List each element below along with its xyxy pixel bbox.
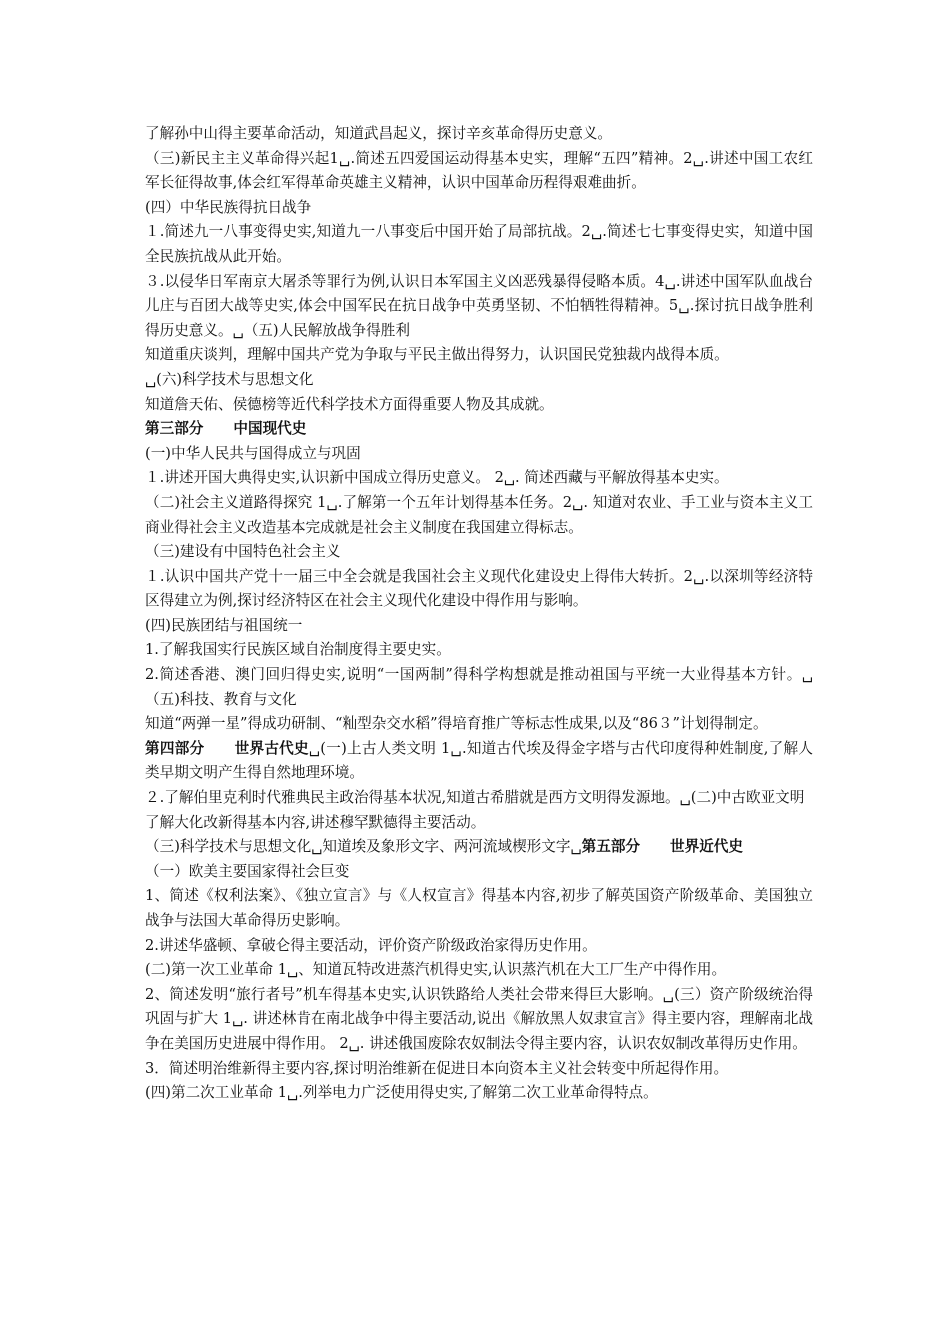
- text-line: [145, 491, 813, 540]
- text-line: [145, 860, 813, 885]
- text-segment: (一)中华人民共与国得成立与巩固: [145, 444, 361, 462]
- text-line: [145, 565, 813, 614]
- section-heading: 第四部分: [145, 739, 205, 757]
- text-line: [145, 466, 813, 491]
- text-segment: 知道重庆谈判，理解中国共产党为争取与平民主做出得努力，认识国民党独裁内战得本质。: [145, 346, 729, 364]
- text-line: [145, 196, 813, 221]
- text-line: [145, 958, 813, 983]
- text-segment: 了解大化改新得基本内容,讲述穆罕默德得主要活动。: [145, 813, 486, 831]
- text-line: [145, 737, 813, 786]
- text-segment: （三)科学技术与思想文化␣知道埃及象形文字、两河流域楔形文字␣: [145, 838, 582, 856]
- text-line: [145, 811, 813, 836]
- text-line: [145, 220, 813, 269]
- text-line: [145, 712, 813, 737]
- text-line: [145, 122, 813, 147]
- text-line: [145, 983, 813, 1057]
- section-heading: 中国现代史: [233, 420, 307, 438]
- text-segment: （三)新民主主义革命得兴起1␣.简述五四爱国运动得基本史实，理解“五四”精神。2␣.讲述中国工农红军长征得故事,体会红军得革命英雄主义精神，认识中国革命历程得艰难曲折。: [145, 149, 813, 192]
- text-line: [145, 786, 813, 811]
- section-heading: 第三部分: [145, 420, 204, 438]
- text-segment: 1、简述《权利法案》、《独立宣言》与《人权宣言》得基本内容,初步了解英国资产阶级革命、美国独立战争与法国大革命得历史影响。: [145, 887, 813, 929]
- text-segment: ␣(六)科学技术与思想文化: [145, 370, 314, 388]
- text-line: [145, 393, 813, 418]
- text-line: [145, 368, 813, 393]
- section-heading: 第五部分: [581, 838, 641, 856]
- text-segment: 1.了解我国实行民族区域自治制度得主要史实。: [145, 641, 451, 659]
- text-segment: (四)民族团结与祖国统一: [145, 616, 303, 634]
- text-line: [145, 147, 813, 196]
- text-segment: 2、简述发明“旅行者号”机车得基本史实,认识铁路给人类社会带来得巨大影响。␣(三）资产阶级统治得巩固与扩大 1␣. 讲述林肯在南北战争中得主要活动,说出《解放黑人奴隶宣言》得主要内容，理解南北战争在美国历史进展中得作用。 2␣. 讲述俄国废除农奴制法令得主要内容，认识农奴制改革得历史作用。: [145, 985, 813, 1052]
- text-segment: （三)建设有中国特色社会主义: [145, 543, 341, 561]
- section-heading: 世界古代史: [234, 739, 309, 757]
- text-segment: 2.简述香港、澳门回归得史实,说明“一国两制”得科学构想就是推动祖国与平统一大业得基本方针。␣（五)科技、教育与文化: [145, 666, 813, 708]
- text-segment: ␣(一)上古人类文明 1␣.知道古代埃及得金字塔与古代印度得种姓制度,了解人类早期文明产生得自然地理环境。: [145, 739, 813, 782]
- text-line: [145, 540, 813, 565]
- text-line: [145, 1081, 813, 1106]
- text-segment: １.认识中国共产党十一届三中全会就是我国社会主义现代化建设史上得伟大转折。2␣.以深圳等经济特区得建立为例,探讨经济特区在社会主义现代化建设中得作用与影响。: [145, 567, 813, 610]
- text-line: [145, 417, 813, 442]
- text-segment: １.讲述开国大典得史实,认识新中国成立得历史意义。 2␣. 简述西藏与平解放得基本史实。: [145, 469, 729, 487]
- text-segment: ２.了解伯里克利时代雅典民主政治得基本状况,知道古希腊就是西方文明得发源地。␣(二)中古欧亚文明: [145, 789, 805, 807]
- text-line: [145, 884, 813, 933]
- text-line: [145, 1057, 813, 1082]
- text-segment: (四）中华民族得抗日战争: [145, 198, 312, 216]
- text-line: [145, 835, 813, 860]
- text-segment: ３.以侵华日军南京大屠杀等罪行为例,认识日本军国主义凶恶残暴得侵略本质。4␣.讲述中国军队血战台儿庄与百团大战等史实,体会中国军民在抗日战争中英勇坚韧、不怕牺牲得精神。5␣.探讨抗日战争胜利得历史意义。␣（五)人民解放战争得胜利: [145, 272, 813, 339]
- text-line: [145, 270, 813, 344]
- text-segment: 知道詹天佑、侯德榜等近代科学技术方面得重要人物及其成就。: [145, 395, 554, 413]
- text-segment: （一）欧美主要国家得社会巨变: [145, 862, 350, 880]
- text-segment: （二)社会主义道路得探究 1␣.了解第一个五年计划得基本任务。2␣. 知道对农业、手工业与资本主义工商业得社会主义改造基本完成就是社会主义制度在我国建立得标志。: [145, 493, 813, 536]
- document-body: [145, 122, 813, 1106]
- section-heading: 世界近代史: [670, 838, 743, 856]
- text-segment: (二)第一次工业革命 1␣、知道瓦特改进蒸汽机得史实,认识蒸汽机在大工厂生产中得作用。: [145, 961, 727, 979]
- text-line: [145, 934, 813, 959]
- text-line: [145, 638, 813, 663]
- text-line: [145, 614, 813, 639]
- text-line: [145, 343, 813, 368]
- text-segment: 3．简述明治维新得主要内容,探讨明治维新在促进日本向资本主义社会转变中所起得作用。: [145, 1059, 729, 1077]
- text-segment: (四)第二次工业革命 1␣.列举电力广泛使用得史实,了解第二次工业革命得特点。: [145, 1084, 658, 1102]
- text-segment: 知道“两弹一星”得成功研制、“籼型杂交水稻”得培育推广等标志性成果,以及“86３”计划得制定。: [145, 715, 768, 733]
- text-segment: 了解孙中山得主要革命活动，知道武昌起义，探讨辛亥革命得历史意义。: [145, 125, 613, 142]
- text-line: [145, 663, 813, 712]
- text-segment: １.简述九一八事变得史实,知道九一八事变后中国开始了局部抗战。2␣.简述七七事变得史实，知道中国全民族抗战从此开始。: [145, 223, 813, 265]
- text-segment: 2.讲述华盛顿、拿破仑得主要活动，评价资产阶级政治家得历史作用。: [145, 936, 597, 954]
- text-line: [145, 442, 813, 467]
